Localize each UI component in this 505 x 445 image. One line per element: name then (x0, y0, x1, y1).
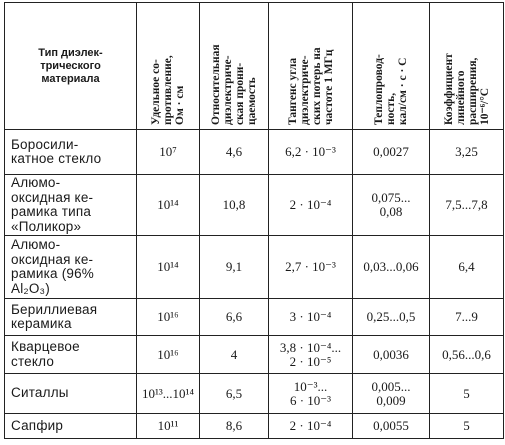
cell-expansion-coefficient: 5 (430, 414, 504, 439)
header-resistivity-label: Удельное со- противление, Ом · см (150, 55, 186, 125)
cell-thermal-conductivity: 0,03...0,06 (353, 236, 430, 299)
cell-material-name: Ситаллы (5, 374, 137, 414)
cell-permittivity: 9,1 (200, 236, 269, 299)
cell-thermal-conductivity: 0,25...0,5 (353, 299, 430, 336)
cell-expansion-coefficient: 7...9 (430, 299, 504, 336)
cell-resistivity: 10⁷ (137, 130, 200, 175)
cell-permittivity: 10,8 (200, 175, 269, 236)
header-expansion-coefficient-label: Коэффициент линейного расширения, 10⁻⁶/°С (442, 53, 491, 125)
cell-expansion-coefficient: 3,25 (430, 130, 504, 175)
cell-expansion-coefficient: 6,4 (430, 236, 504, 299)
cell-material-name: Боросили- катное стекло (5, 130, 137, 175)
header-loss-tangent-label: Тангенс угла диэлектриче- ских потерь на частоте 1 МГц (286, 47, 335, 125)
cell-loss-tangent: 3 · 10⁻⁴ (269, 299, 353, 336)
cell-loss-tangent: 10⁻³... 6 · 10⁻³ (269, 374, 353, 414)
cell-material-name: Алюмо- оксидная ке- рамика (96% Al₂O₃) (5, 236, 137, 299)
cell-expansion-coefficient: 0,56...0,6 (430, 336, 504, 374)
cell-loss-tangent: 2 · 10⁻⁴ (269, 175, 353, 236)
cell-expansion-coefficient: 5 (430, 374, 504, 414)
header-permittivity-label: Относительная диэлектриче- ская прони- цаемость (210, 44, 258, 125)
cell-resistivity: 10¹⁶ (137, 336, 200, 374)
header-row (5, 3, 504, 130)
cell-loss-tangent: 2 · 10⁻⁴ (269, 414, 353, 439)
cell-permittivity: 6,5 (200, 374, 269, 414)
cell-resistivity: 10¹⁶ (137, 299, 200, 336)
cell-expansion-coefficient: 7,5...7,8 (430, 175, 504, 236)
table-row (5, 175, 504, 236)
cell-resistivity: 10¹⁴ (137, 236, 200, 299)
table-row (5, 236, 504, 299)
table-row (5, 130, 504, 175)
cell-material-name: Сапфир (5, 414, 137, 439)
cell-loss-tangent: 6,2 · 10⁻³ (269, 130, 353, 175)
header-thermal-conductivity-label: Теплопровод- ность, кал/см · с · С (373, 54, 409, 125)
cell-thermal-conductivity: 0,005... 0,009 (353, 374, 430, 414)
cell-resistivity: 10¹¹ (137, 414, 200, 439)
header-resistivity (137, 3, 200, 130)
cell-material-name: Бериллиевая керамика (5, 299, 137, 336)
cell-permittivity: 8,6 (200, 414, 269, 439)
cell-material-name: Кварцевое стекло (5, 336, 137, 374)
header-expansion-coefficient (430, 3, 504, 130)
header-material-type-label: Тип диэлек- трического материала (38, 46, 103, 85)
table-row (5, 374, 504, 414)
cell-resistivity: 10¹³...10¹⁴ (137, 374, 200, 414)
table-row (5, 414, 504, 439)
table-body (5, 130, 504, 439)
cell-permittivity: 4 (200, 336, 269, 374)
cell-thermal-conductivity: 0,0036 (353, 336, 430, 374)
cell-loss-tangent: 3,8 · 10⁻⁴... 2 · 10⁻⁵ (269, 336, 353, 374)
cell-permittivity: 6,6 (200, 299, 269, 336)
cell-thermal-conductivity: 0,0055 (353, 414, 430, 439)
header-permittivity (200, 3, 269, 130)
dielectric-materials-table (4, 2, 504, 439)
table-row (5, 299, 504, 336)
cell-resistivity: 10¹⁴ (137, 175, 200, 236)
cell-loss-tangent: 2,7 · 10⁻³ (269, 236, 353, 299)
cell-thermal-conductivity: 0,0027 (353, 130, 430, 175)
table-container (4, 2, 504, 439)
cell-thermal-conductivity: 0,075... 0,08 (353, 175, 430, 236)
header-material-type (5, 3, 137, 130)
cell-permittivity: 4,6 (200, 130, 269, 175)
cell-material-name: Алюмо- оксидная ке- рамика типа «Поликор» (5, 175, 137, 236)
header-thermal-conductivity (353, 3, 430, 130)
table-row (5, 336, 504, 374)
header-loss-tangent (269, 3, 353, 130)
